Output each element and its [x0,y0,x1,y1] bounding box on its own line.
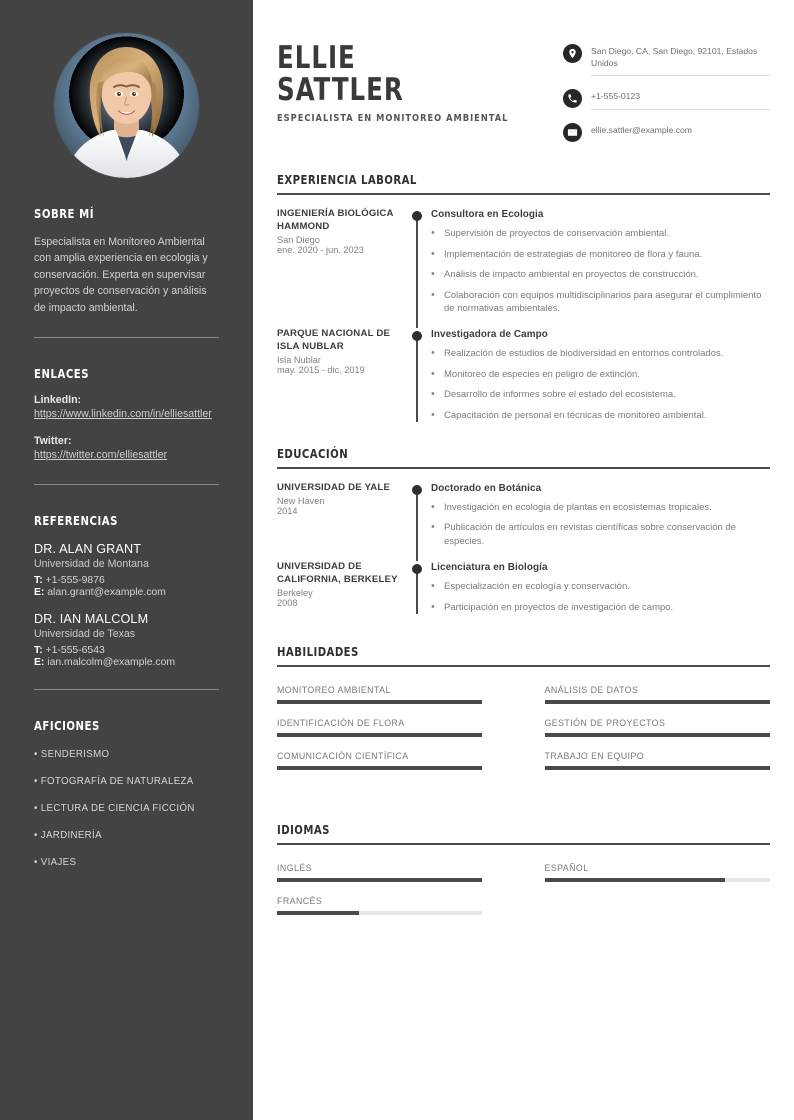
bullet-text: Supervisión de proyectos de conservación ambiental. [444,228,669,240]
list-item [431,501,770,514]
entry-dates: ene. 2020 - jun. 2023 [277,245,364,256]
contact-block [563,42,770,148]
bullet-list [431,580,770,614]
phone-label: T: [34,645,43,657]
bullet-text: Monitoreo de especies en peligro de extinción. [444,368,640,380]
phone-icon [563,89,582,108]
timeline [409,208,431,315]
bullet-text: Especialización en ecología y conservación. [444,581,630,593]
skill-label: ANÁLISIS DE DATOS [544,685,639,696]
timeline-line [416,212,418,328]
entry-location: Berkeley [277,588,313,599]
divider [34,337,219,338]
reference-phone [34,575,219,586]
experience-entry [277,315,770,422]
links-heading: ENLACES [34,366,90,382]
address-text: San Diego, CA, San Diego, 92101, Estados Unidos [591,44,770,76]
bullet-text: Colaboración con equipos multidisciplinarios para asegurar el cumplimiento de normativas ambientales. [444,289,762,314]
list-item [431,347,770,360]
hobby-item: • SENDERISMO [34,749,110,761]
contact-email [563,116,770,149]
education-entry [277,469,770,548]
language-label: INGLÉS [277,863,312,874]
bullet-text: Implementación de estrategias de monitoreo de flora y fauna. [444,248,703,260]
language-bar-fill [277,911,359,915]
timeline [409,482,431,548]
hobby-item: • LECTURA DE CIENCIA FICCIÓN [34,803,195,815]
list-item [431,248,770,261]
entry-details [431,561,770,614]
language-item [277,882,524,915]
entry-org: UNIVERSIDAD DE YALE [277,482,391,494]
portrait-photo-icon [54,33,199,178]
twitter-link[interactable]: https://twitter.com/elliesattler [34,449,168,462]
bullet-text: Análisis de impacto ambiental en proyectos de construcción. [444,269,699,281]
reference-email [34,587,219,598]
hobby-item: • FOTOGRAFÍA DE NATURALEZA [34,776,194,788]
skill-bar-track [277,766,482,770]
bullet-dot-icon: • [431,288,435,301]
job-role: ESPECIALISTA EN MONITOREO AMBIENTAL [277,113,509,124]
bullet-dot-icon: • [431,227,435,240]
bullet-text: Capacitación de personal en técnicas de monitoreo ambiental. [444,409,707,421]
skill-bar-track [277,733,482,737]
bullet-dot-icon: • [431,268,435,281]
bullet-text: Publicación de artículos en revistas científicas sobre conservación de especies. [444,522,737,547]
reference-email [34,657,219,668]
bullet-text: Participación en proyectos de investigación de campo. [444,601,674,613]
main-content [253,0,794,1120]
about-text: Especialista en Monitoreo Ambiental con amplia experiencia en ecologia y conservación. Experta en supervisar proyectos de conservación y análisis de impacto ambiental. [34,236,208,314]
linkedin-label: LinkedIn: [34,394,82,407]
timeline-dot-icon [412,331,422,341]
references-heading: REFERENCIAS [34,513,118,529]
section-languages [277,822,770,915]
sidebar [0,0,253,1120]
skill-bar-track [545,700,771,704]
skill-bar-track [545,733,771,737]
reference-item [34,542,219,598]
entry-org: PARQUE NACIONAL DE ISLA NUBLAR [277,328,391,352]
hobby-item: • JARDINERÍA [34,830,102,842]
education-heading: EDUCACIÓN [277,446,349,462]
hobbies-heading: AFICIONES [34,718,100,734]
entry-meta [277,482,409,548]
entry-title: Doctorado en Botánica [431,483,542,495]
skills-heading: HABILIDADES [277,644,359,660]
bullet-dot-icon: • [431,408,435,421]
bullet-dot-icon: • [431,521,435,534]
skill-bar-fill [277,700,482,704]
list-item [431,580,770,593]
reference-item [34,612,219,668]
entry-title: Investigadora de Campo [431,329,548,341]
bullet-dot-icon: • [431,388,435,401]
skills-grid [277,671,770,770]
entry-dates: 2008 [277,598,298,609]
first-name: ELLIE [277,40,356,76]
language-label: ESPAÑOL [544,863,589,874]
bullet-text: Realización de estudios de biodiversidad en entornos controlados. [444,348,724,360]
skill-bar-fill [545,700,771,704]
skill-item [277,671,524,704]
bullet-dot-icon: • [431,347,435,360]
skill-bar-fill [277,766,482,770]
language-bar-track [277,878,482,882]
timeline-dot-icon [412,485,422,495]
skill-item [524,704,771,737]
email-label: E: [34,657,45,669]
about-heading: SOBRE MÍ [34,206,95,221]
avatar [54,33,199,178]
timeline-line [416,332,418,422]
bullet-dot-icon: • [431,580,435,593]
envelope-icon [563,123,582,142]
last-name: SATTLER [277,72,404,108]
language-label: FRANCÉS [277,896,323,907]
bullet-dot-icon: • [431,247,435,260]
bullet-list [431,501,770,548]
timeline-dot-icon [412,211,422,221]
name-block [277,42,563,148]
skill-bar-fill [545,766,771,770]
experience-entry [277,195,770,315]
list-item [431,388,770,401]
reference-org: Universidad de Texas [34,628,136,641]
experience-heading: EXPERIENCIA LABORAL [277,172,417,188]
skill-item [524,737,771,770]
bullet-dot-icon: • [431,600,435,613]
contact-address [563,44,770,82]
skill-label: GESTIÓN DE PROYECTOS [544,718,666,729]
hobby-item: • VIAJES [34,857,77,869]
contact-phone [563,82,770,116]
phone-label: T: [34,575,43,587]
linkedin-link[interactable]: https://www.linkedin.com/in/elliesattler [34,408,212,421]
language-bar-track [545,878,771,882]
skill-bar-fill [277,733,482,737]
entry-title: Licenciatura en Biología [431,562,548,574]
language-bar-fill [545,878,725,882]
entry-location: New Haven [277,496,325,507]
list-item [431,521,770,548]
language-item [524,849,771,882]
bullet-dot-icon: • [431,367,435,380]
divider [277,843,770,845]
language-bar-fill [277,878,482,882]
entry-meta [277,328,409,422]
list-item [431,368,770,381]
skill-bar-track [277,700,482,704]
skill-label: IDENTIFICACIÓN DE FLORA [277,718,405,729]
reference-phone [34,645,219,656]
languages-heading: IDIOMAS [277,822,330,838]
email-value: alan.grant@example.com [47,587,166,599]
language-item [277,849,524,882]
list-item [431,289,770,316]
entry-dates: may. 2015 - dic. 2019 [277,365,365,376]
location-pin-icon [563,44,582,63]
skill-label: TRABAJO EN EQUIPO [544,751,645,762]
languages-grid [277,849,770,915]
email-label: E: [34,587,45,599]
divider [34,484,219,485]
entry-details [431,482,770,548]
reference-org: Universidad de Montana [34,558,149,571]
bullet-list [431,227,770,315]
reference-name: DR. ALAN GRANT [34,542,142,557]
skill-item [277,704,524,737]
divider [34,689,219,690]
timeline-dot-icon [412,564,422,574]
list-item [431,409,770,422]
entry-meta [277,561,409,614]
list-item [431,268,770,281]
email-text: ellie.sattler@example.com [591,124,692,135]
education-entry [277,548,770,614]
language-bar-track [277,911,482,915]
entry-org: UNIVERSIDAD DE CALIFORNIA, BERKELEY [277,561,398,585]
phone-value: +1-555-9876 [45,575,105,587]
section-education [277,446,770,614]
entry-meta [277,208,409,315]
timeline [409,328,431,422]
skill-label: COMUNICACIÓN CIENTÍFICA [277,751,409,762]
list-item [431,601,770,614]
bullet-dot-icon: • [431,501,435,514]
phone-text: +1-555-0123 [591,89,770,110]
entry-details [431,208,770,315]
skill-item [277,737,524,770]
entry-details [431,328,770,422]
list-item [431,227,770,240]
reference-name: DR. IAN MALCOLM [34,612,149,627]
entry-location: San Diego [277,235,320,246]
entry-dates: 2014 [277,506,298,517]
skill-bar-track [545,766,771,770]
divider [277,665,770,667]
skill-bar-fill [545,733,771,737]
email-value: ian.malcolm@example.com [47,657,176,669]
entry-location: Isla Nublar [277,355,321,366]
header [277,0,770,148]
skill-label: MONITOREO AMBIENTAL [277,685,391,696]
entry-org: INGENIERÍA BIOLÓGICA HAMMOND [277,208,394,232]
timeline [409,561,431,614]
entry-title: Consultora en Ecologia [431,209,544,221]
section-skills [277,644,770,770]
bullet-text: Desarrollo de informes sobre el estado del ecosistema. [444,389,676,401]
bullet-text: Investigación en ecologia de plantas en ecosistemas tropicales. [444,502,712,514]
twitter-label: Twitter: [34,435,72,448]
phone-value: +1-555-6543 [45,645,105,657]
skill-item [524,671,771,704]
section-experience [277,172,770,422]
bullet-list [431,347,770,422]
